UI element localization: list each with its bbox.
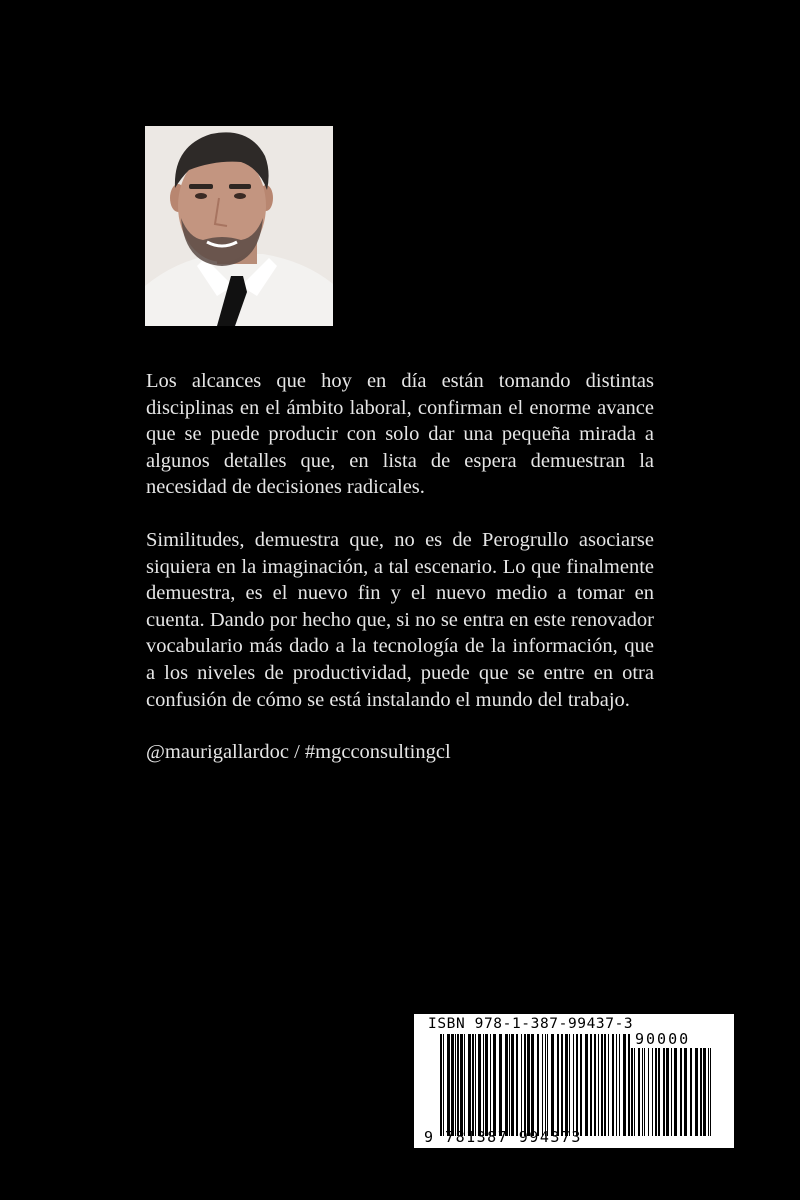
author-portrait-icon: [145, 126, 333, 326]
back-cover-blurb: [146, 368, 654, 792]
isbn-barcode: [414, 1014, 734, 1148]
author-photo: [145, 126, 333, 326]
isbn-label: ISBN 978-1-387-99437-3: [428, 1016, 634, 1032]
blurb-paragraph-1: Los alcances que hoy en día están tomando distintas disciplinas en el ámbito laboral, confirman el enorme avance que se puede producir con solo dar una pequeña mirada a algunos detalles que, en lista de espera demuestran la necesidad de decisiones radicales.: [146, 370, 654, 499]
social-handles: @maurigallardoc / #mgcconsultingcl: [146, 741, 451, 764]
addon-barcode-bars: [631, 1048, 711, 1136]
price-code: 90000: [635, 1030, 691, 1048]
ean13-barcode-bars: [440, 1034, 630, 1136]
blurb-paragraph-2: Similitudes, demuestra que, no es de Perogrullo asociarse siquiera en la imaginación, a tal escenario. Lo que finalmente demuestra, es el nuevo fin y el nuevo medio a tomar en cuenta. Dando por hecho que, si no se entra en este renovador vocabulario más dado a la tecnología de la información, que a los niveles de productividad, puede que se entre en otra confusión de cómo se está instalando el mundo del trabajo.: [146, 528, 654, 711]
barcode-digits: 9 781387 994373: [424, 1128, 582, 1146]
